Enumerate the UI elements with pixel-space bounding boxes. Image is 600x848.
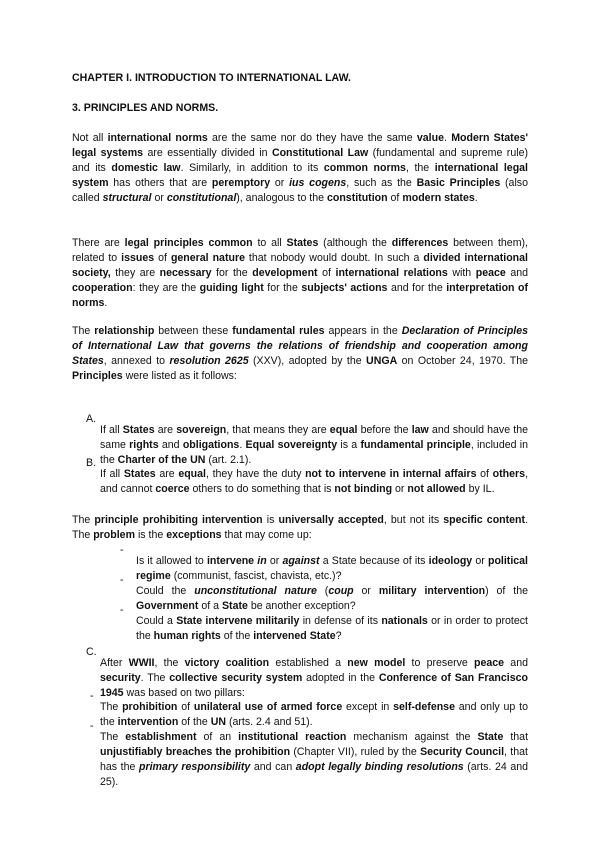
key-term: intervene — [206, 554, 255, 567]
key-term: UNGA — [366, 355, 398, 367]
key-term: universally accepted — [278, 514, 384, 526]
key-term: international legal system — [72, 162, 529, 189]
emphasis-term: ius cogens — [289, 177, 347, 189]
key-term: cooperation — [72, 282, 133, 294]
key-term: prohibition — [122, 700, 178, 713]
dash-marker: - — [120, 604, 124, 616]
key-term: general nature — [170, 252, 245, 264]
list-item-text: If all States are equal, they have the duty not to intervene in internal affairs of others, and cannot coerce others to do something that is not binding or not allowed by IL. — [100, 467, 529, 495]
key-term: WWII — [128, 656, 155, 669]
key-term: Constitutional Law — [271, 147, 369, 159]
key-term: new model — [347, 656, 406, 669]
emphasis-term: adopt legally binding resolutions — [295, 760, 464, 773]
emphasis-term: in — [257, 554, 267, 567]
key-term: States — [286, 237, 319, 249]
paragraph-intro: Not all international norms are the same nor do they have the same value. Modern States' legal systems are essentially divided in Constitutional Law (fundamental and supreme rule) and its domestic law. Similarly, in addition to its common norms, the international legal system has others that are peremptory or ius cogens, such as the Basic Principles (also called structural or constitutional), analogous to the constitution of modern states. — [72, 132, 529, 204]
key-term: Conference of San Francisco 1945 — [100, 671, 528, 699]
pillar-text: The prohibition of unilateral use of armed force except in self-defense and only up to the intervention of the UN (arts. 2.4 and 51). — [100, 700, 528, 728]
key-term: value — [416, 132, 444, 144]
emphasis-term: structural — [102, 192, 152, 204]
key-term: necessary — [159, 267, 212, 279]
key-term: others — [492, 467, 526, 480]
emphasis-term: coup — [328, 584, 354, 597]
emphasis-term: primary responsibility — [138, 760, 251, 773]
list-marker: A. — [86, 413, 97, 425]
key-term: law — [411, 423, 429, 436]
key-term: domestic law — [111, 162, 181, 174]
dash-marker: - — [90, 690, 94, 702]
key-term: common norms — [323, 162, 406, 174]
key-term: development — [252, 267, 318, 279]
key-term: international norms — [107, 132, 208, 144]
dash-marker: - — [120, 544, 124, 556]
key-term: subjects' actions — [301, 282, 388, 294]
key-term: Basic Principles — [416, 177, 501, 189]
key-term: legal principles common — [124, 237, 253, 249]
key-term: international relations — [335, 267, 448, 279]
key-term: establishment — [125, 730, 197, 743]
key-term: self-defense — [393, 700, 455, 713]
key-term: problem — [93, 529, 135, 541]
key-term: Equal sovereignty — [245, 438, 338, 451]
emphasis-term: resolution 2625 — [169, 355, 249, 367]
sub-item-text: Could a State intervene militarily in defense of its nationals or in order to protect the human rights of the intervened State? — [136, 614, 528, 642]
section-title: 3. PRINCIPLES AND NORMS. — [72, 102, 219, 114]
key-term: State intervene militarily — [176, 614, 300, 627]
key-term: unilateral use of armed force — [193, 700, 343, 713]
paragraph-declaration: The relationship between these fundamental rules appears in the Declaration of Principles of International Law that governs the relations of friendship and cooperation among States, annexed to resolution 2625 (XXV), adopted by the UNGA on October 24, 1970. The Principles were listed as it follows: — [72, 325, 529, 382]
key-term: Security Council — [420, 745, 505, 758]
list-marker: B. — [86, 457, 97, 469]
key-term: State — [221, 599, 248, 612]
key-term: nationals — [381, 614, 428, 627]
key-term: political regime — [136, 554, 528, 582]
key-term: Government — [136, 599, 199, 612]
key-term: guiding light — [199, 282, 264, 294]
sub-item-text: Is it allowed to intervene in or against a State because of its ideology or political regime (communist, fascist, chavista, etc.)? — [136, 554, 528, 582]
key-term: unjustifiably breaches the prohibition — [100, 745, 291, 758]
emphasis-term: constitutional — [166, 192, 237, 204]
key-term: fundamental rules — [232, 325, 325, 337]
pillar-text: The establishment of an institutional reaction mechanism against the State that unjustifiably breaches the prohibition (Chapter VII), ruled by the Security Council, that has the primary responsibility and can adopt legally binding resolutions (arts. 24 and 25). — [100, 730, 529, 788]
key-term: obligations — [182, 438, 240, 451]
key-term: relationship — [94, 325, 155, 337]
key-term: States — [122, 423, 155, 436]
key-term: specific content — [443, 514, 526, 526]
sub-item-text: Could the unconstitutional nature (coup or military intervention) of the Government of a State be another exception? — [136, 584, 528, 612]
key-term: collective security system — [169, 671, 303, 684]
key-term: ideology — [428, 554, 473, 567]
key-term: sovereign — [176, 423, 227, 436]
key-term: not binding — [334, 482, 393, 495]
key-term: interpretation of norms — [72, 282, 529, 309]
paragraph-intervention: The principle prohibiting intervention is universally accepted, but not its specific content. The problem is the exceptions that may come up: — [72, 514, 529, 541]
chapter-title: CHAPTER I. INTRODUCTION TO INTERNATIONAL LAW. — [72, 72, 351, 84]
key-term: modern states — [402, 192, 475, 204]
key-term: not to intervene in internal affairs — [305, 467, 477, 480]
key-term: principle prohibiting intervention — [94, 514, 263, 526]
key-term: differences — [391, 237, 449, 249]
key-term: divided international society, — [72, 252, 528, 279]
key-term: exceptions — [166, 529, 222, 541]
list-item-text: After WWII, the victory coalition established a new model to preserve peace and security. The collective security system adopted in the Conference of San Francisco 1945 was based on two pillars: — [100, 656, 528, 699]
key-term: Principles — [72, 370, 123, 382]
list-marker: C. — [86, 646, 97, 658]
key-term: coerce — [155, 482, 190, 495]
key-term: rights — [129, 438, 159, 451]
key-term: State — [477, 730, 504, 743]
key-term: victory coalition — [184, 656, 270, 669]
list-item-text: If all States are sovereign, that means they are equal before the law and should have the same rights and obligations. Equal sovereignty is a fundamental principle, included in the Charter of the UN (art. 2.1). — [100, 423, 528, 466]
key-term: fundamental principle — [360, 438, 471, 451]
emphasis-term: Declaration of Principles of International Law that governs the relations of friendship and cooperation among States — [72, 325, 529, 367]
emphasis-term: against — [282, 554, 320, 567]
key-term: equal — [329, 423, 358, 436]
dash-marker: - — [90, 720, 94, 732]
paragraph-common-principles: There are legal principles common to all States (although the differences between them), related to issues of general nature that nobody would doubt. In such a divided international society, they are necessary for the development of international relations with peace and cooperation: they are the guiding light for the subjects' actions and for the interpretation of norms. — [72, 237, 529, 309]
key-term: constitution — [326, 192, 388, 204]
key-term: security — [100, 671, 141, 684]
key-term: peace — [474, 656, 505, 669]
emphasis-term: unconstitutional nature — [194, 584, 317, 597]
key-term: States — [123, 467, 156, 480]
dash-marker: - — [120, 574, 124, 586]
key-term: UN — [210, 715, 227, 728]
key-term: issues — [121, 252, 155, 264]
key-term: intervention — [117, 715, 179, 728]
key-term: Charter of the UN — [117, 453, 206, 466]
key-term: Modern States' legal systems — [72, 132, 529, 159]
key-term: military intervention — [378, 584, 486, 597]
key-term: peace — [475, 267, 506, 279]
key-term: institutional reaction — [238, 730, 347, 743]
key-term: human rights — [153, 629, 221, 642]
key-term: equal — [178, 467, 206, 480]
key-term: not allowed — [407, 482, 466, 495]
key-term: peremptory — [211, 177, 271, 189]
key-term: intervened State — [253, 629, 336, 642]
